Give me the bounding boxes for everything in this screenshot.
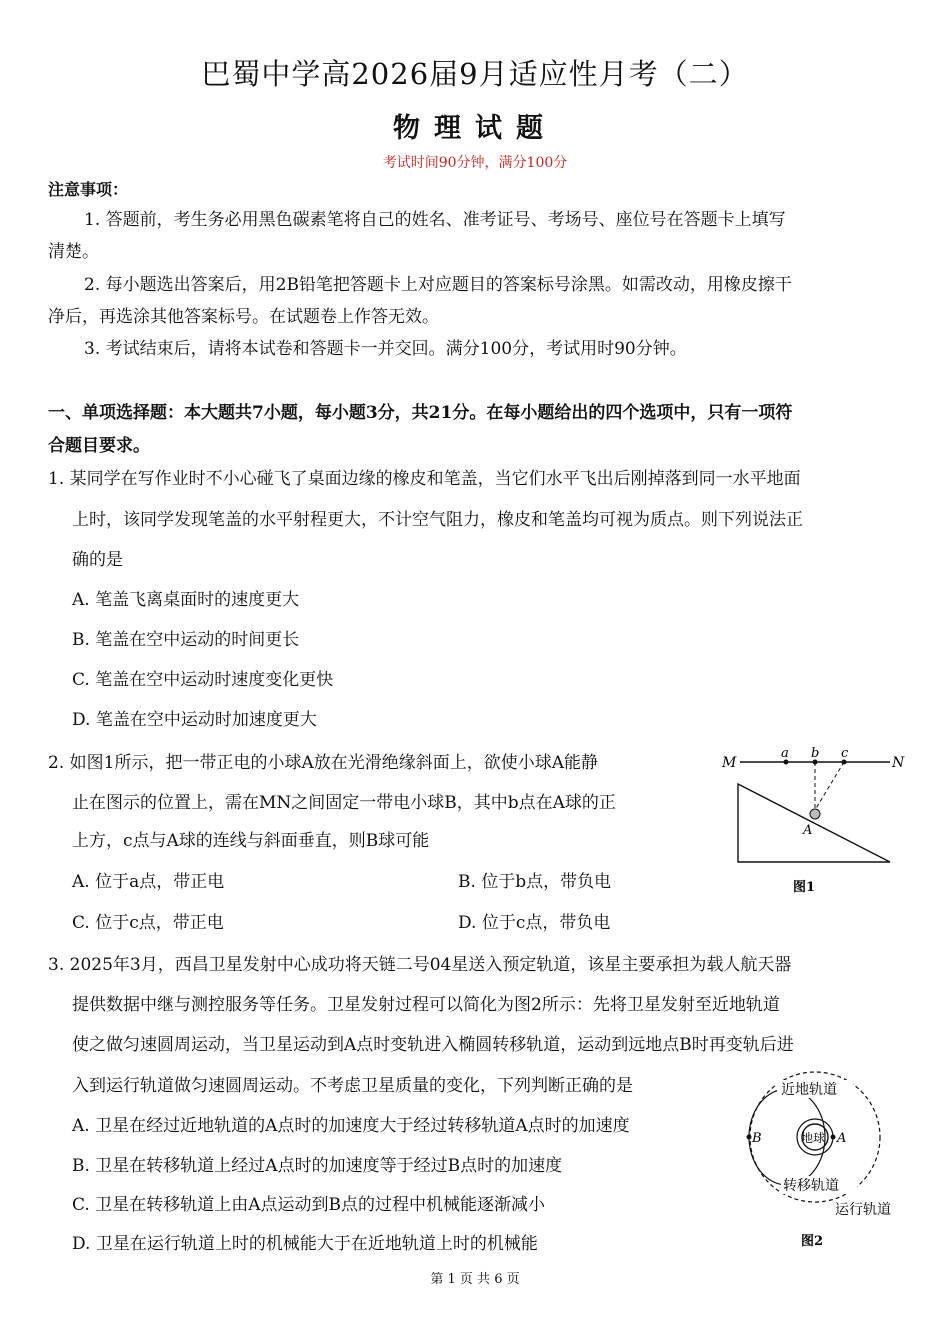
label-ball-a: A	[803, 823, 813, 838]
q1-option-b: B. 笔盖在空中运动的时间更长	[72, 630, 300, 650]
q2-stem-line-3: 上方，c点与A球的连线与斜面垂直，则B球可能	[72, 831, 430, 851]
q3-stem-line-1: 3. 2025年3月，西昌卫星发射中心成功将天链二号04星送入预定轨道，该星主要承担为载人航天器	[48, 955, 792, 975]
q3-option-b: B. 卫星在转移轨道上经过A点时的加速度等于经过B点时的加速度	[72, 1156, 563, 1176]
q3-option-a: A. 卫星在经过近地轨道的A点时的加速度大于经过转移轨道A点时的加速度	[72, 1116, 630, 1136]
q3-stem-line-3: 使之做匀速圆周运动，当卫星运动到A点时变轨进入椭圆转移轨道，运动到远地点B时再变轨后进	[72, 1035, 794, 1055]
dashed-line-c	[815, 762, 844, 810]
q2-option-c: C. 位于c点，带正电	[72, 913, 224, 933]
incline-triangle	[738, 784, 890, 862]
page-number: 第 1 页 共 6 页	[430, 1272, 520, 1287]
notice-item-3: 3. 考试结束后，请将本试卷和答题卡一并交回。满分100分，考试用时90分钟。	[84, 339, 687, 359]
section-1-heading-line-2: 合题目要求。	[48, 436, 150, 456]
q2-stem-line-2: 止在图示的位置上，需在MN之间固定一带电小球B，其中b点在A球的正	[72, 793, 616, 813]
label-run-orbit: 运行轨道	[835, 1202, 891, 1218]
notice-item-2-line-2: 净后，再选涂其他答案标号。在试题卷上作答无效。	[48, 307, 439, 327]
q3-option-d: D. 卫星在运行轨道上时的机械能大于在近地轨道上时的机械能	[72, 1234, 538, 1254]
label-a: A	[837, 1131, 847, 1146]
figure-1-incline	[718, 744, 918, 904]
notice-item-2-line-1: 2. 每小题选出答案后，用2B铅笔把答题卡上对应题目的答案标号涂黑。如需改动，用橡皮擦干	[84, 275, 792, 295]
label-near-orbit: 近地轨道	[781, 1082, 837, 1098]
label-earth: 地球	[801, 1131, 826, 1145]
label-c: c	[841, 746, 849, 761]
subject-title: 物理试题	[393, 113, 557, 144]
ball-a	[810, 809, 820, 819]
q2-option-b: B. 位于b点，带负电	[458, 872, 612, 892]
q3-option-c: C. 卫星在转移轨道上由A点运动到B点的过程中机械能逐渐减小	[72, 1195, 545, 1215]
q1-stem-line-1: 1. 某同学在写作业时不小心碰飞了桌面边缘的橡皮和笔盖，当它们水平飞出后刚掉落到同一水平地面	[48, 469, 801, 489]
q2-stem-line-1: 2. 如图1所示，把一带正电的小球A放在光滑绝缘斜面上，欲使小球A能静	[48, 753, 598, 773]
label-transfer-orbit: 转移轨道	[783, 1178, 839, 1194]
notice-item-1-line-1: 1. 答题前，考生务必用黑色碳素笔将自己的姓名、准考证号、考场号、座位号在答题卡上填写	[84, 210, 786, 230]
exam-title: 巴蜀中学高2026届9月适应性月考（二）	[201, 57, 749, 91]
q1-stem-line-2: 上时，该同学发现笔盖的水平射程更大，不计空气阻力，橡皮和笔盖均可视为质点。则下列说法正	[72, 510, 803, 530]
q2-option-d: D. 位于c点，带负电	[458, 913, 611, 933]
q3-stem-line-4: 入到运行轨道做匀速圆周运动。不考虑卫星质量的变化，下列判断正确的是	[72, 1076, 633, 1096]
notice-heading: 注意事项：	[48, 180, 129, 199]
point-b	[747, 1135, 752, 1140]
q1-option-a: A. 笔盖飞离桌面时的速度更大	[72, 590, 300, 610]
figure-2-caption: 图2	[801, 1234, 824, 1249]
point-a	[831, 1135, 836, 1140]
q1-option-c: C. 笔盖在空中运动时速度变化更快	[72, 670, 334, 690]
figure-1-caption: 图1	[793, 880, 816, 895]
figure-2-orbits	[735, 1068, 915, 1256]
q1-stem-line-3: 确的是	[72, 550, 123, 570]
exam-time-note: 考试时间90分钟，满分100分	[382, 155, 568, 171]
label-m: M	[722, 755, 737, 771]
label-n: N	[892, 755, 905, 771]
label-a: a	[781, 746, 789, 761]
q1-option-d: D. 笔盖在空中运动时加速度更大	[72, 710, 317, 730]
q2-option-a: A. 位于a点，带正电	[72, 872, 225, 892]
q3-stem-line-2: 提供数据中继与测控服务等任务。卫星发射过程可以简化为图2所示：先将卫星发射至近地轨道	[72, 995, 780, 1015]
notice-item-1-line-2: 清楚。	[48, 242, 99, 262]
label-b: B	[752, 1131, 762, 1146]
label-b: b	[811, 746, 820, 761]
section-1-heading: 一、单项选择题：本大题共7小题，每小题3分，共21分。在每小题给出的四个选项中，只有一项符	[48, 403, 793, 423]
